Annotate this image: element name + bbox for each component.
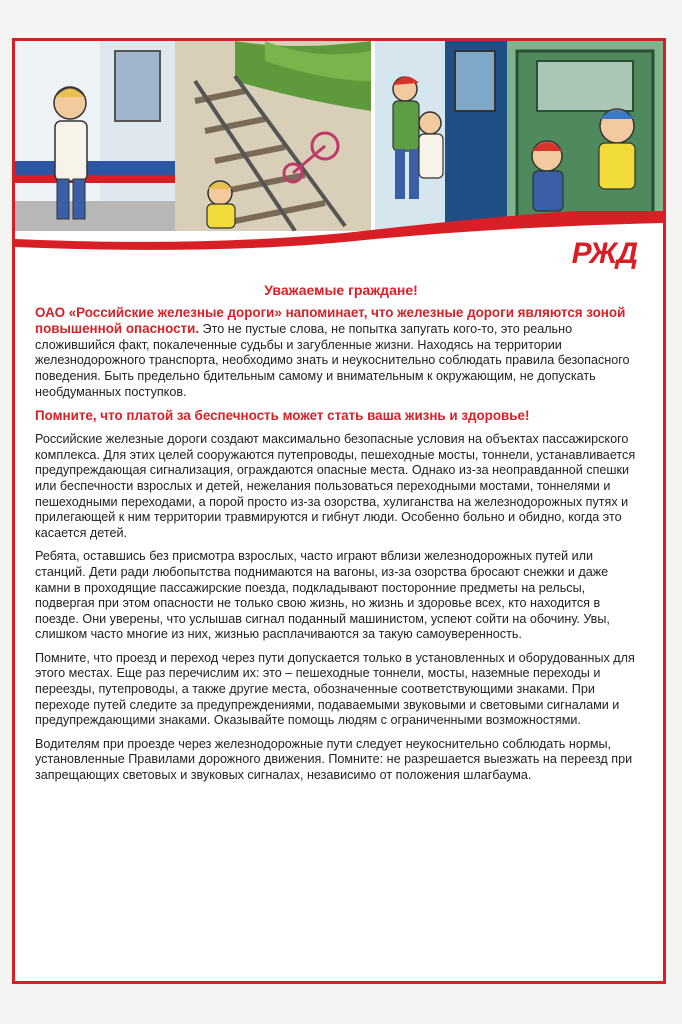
greeting-heading: Уважаемые граждане! bbox=[264, 282, 418, 298]
paragraph-drivers: Водителям при проезде через железнодорожные пути следует неукоснительно соблюдать нормы, установленные Правилами дорожного движения. Помните: не разрешается выезжать на переезд при запрещающих световых и звуковых сигналах, независимо от положения шлагбаума. bbox=[35, 736, 633, 783]
warning-heading: Помните, что платой за беспечность может стать ваша жизнь и здоровье! bbox=[35, 408, 530, 424]
railway-tracks-illustration bbox=[175, 41, 371, 231]
paragraph-children: Ребята, оставшись без присмотра взрослых, часто играют вблизи железнодорожных путей или станций. Дети ради любопытства поднимаются на вагоны, из-за озорства бросают снежки и даже камни в проходящие пассажирские поезда, подкладывают посторонние предметы на рельсы, подвергая при этом опасности не только свою жизнь, но жизнь и здоровье всех, кто находится в поезде. Они уверены, что услышав сигнал поданный машинистом, успеют сойти на обочину. Увы, слишком часто многие из них, жизнью расплачиваются за такую самоуверенность. bbox=[35, 549, 610, 642]
intro-text: Это не пустые слова, не попытка запугать кого-то, это реально сложившийся факт, покалеченные судьбы и загубленные жизни. Находясь на территории железнодорожного транспорта, необходимо знать и неукоснительно соблюдать правила безопасного поведения. Быть предельно бдительным самому и внимательным к окружающим, не допускать необдуманных поступков. bbox=[35, 322, 630, 399]
rzd-logo: РЖД bbox=[571, 237, 637, 270]
train-vestibule-illustration bbox=[507, 41, 663, 231]
paragraph-safety-measures: Российские железные дороги создают максимально безопасные условия на объектах пассажирского комплекса. Для этих целей сооружаются путепроводы, пешеходные мосты, тоннели, устанавливается предупреждающая сигнализация, ограждаются опасные места. Однако из-за неоправданной спешки или беспечности взрослых и детей, нежелания пользоваться переходными мостами, тоннелями и пешеходными переходами, а порой просто из-за озорства, хулиганства на железнодорожных путях и прилегающей к ним территории травмируются и гибнут люди. Особенно больно и обидно, когда это касается детей. bbox=[35, 432, 636, 540]
paragraph-crossing-rules: Помните, что проезд и переход через пути допускается только в установленных и оборудованных для этого местах. Еще раз перечислим их: это – пешеходные тоннели, мосты, наземные переходы и переезды, путепроводы, а также другие места, обозначенные соответствующими знаками. При переходе путей следите за предупреждениями, подаваемыми звуковыми и световыми сигналами и предупреждающими знаками. Оказывайте помощь людям с ограниченными возможностями. bbox=[35, 650, 635, 728]
intro-paragraph bbox=[35, 305, 647, 401]
train-door-illustration bbox=[15, 41, 175, 231]
intro-highlight: ОАО «Российские железные дороги» напоминает, что железные дороги являются зоной повышенной опасности. bbox=[35, 304, 626, 337]
red-band-decoration bbox=[15, 211, 663, 271]
document-body bbox=[35, 283, 647, 792]
carriage-climbing-illustration bbox=[375, 41, 507, 231]
illustration-banner bbox=[15, 41, 663, 271]
leaflet-sheet bbox=[12, 38, 666, 984]
